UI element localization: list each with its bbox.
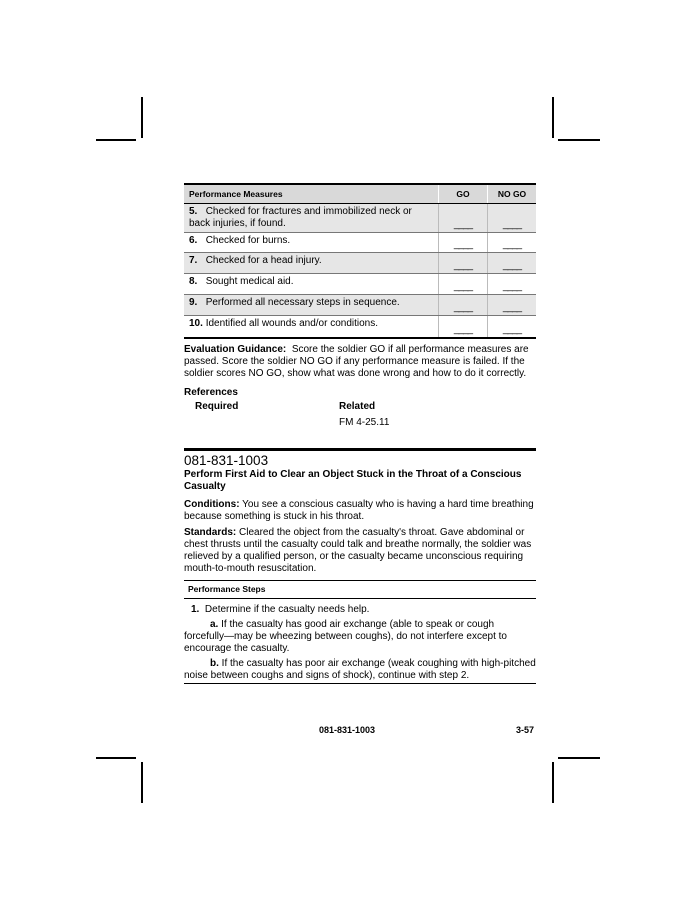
evaluation-label: Evaluation Guidance: <box>184 343 287 355</box>
step-1a <box>184 619 536 655</box>
crop-mark-top-right-v <box>552 97 554 138</box>
related-reference: FM 4-25.11 <box>339 416 390 428</box>
step-text: Checked for fractures and immobilized neck or back injuries, if found. <box>189 206 412 229</box>
nogo-blank: ____ <box>488 274 537 295</box>
step-1 <box>184 604 536 616</box>
step-number: 5. <box>189 206 198 217</box>
table-row <box>184 253 536 274</box>
related-label: Related <box>339 400 376 412</box>
standards-label: Standards: <box>184 527 237 538</box>
nogo-blank: ____ <box>488 316 537 338</box>
task-title: Perform First Aid to Clear an Object Stuck in the Throat of a Conscious Casualty <box>184 469 522 492</box>
table-row <box>184 316 536 338</box>
step-number: 8. <box>189 276 198 287</box>
go-blank: ____ <box>439 316 488 338</box>
section-divider <box>184 448 536 451</box>
table-row <box>184 274 536 295</box>
table-row <box>184 233 536 253</box>
conditions-text: You see a conscious casualty who is having a hard time breathing because something is stuck in his throat. <box>184 499 534 522</box>
go-blank: ____ <box>439 204 488 233</box>
standards-text: Cleared the object from the casualty's throat. Gave abdominal or chest thrusts until the casualty could talk and breathe normally, the soldier was relieved by a qualified person, or the casualty became unconscious requiring mouth-to-mouth resuscitation. <box>184 527 532 574</box>
conditions-label: Conditions: <box>184 499 240 510</box>
crop-mark-top-left-v <box>141 97 143 138</box>
table-row <box>184 204 536 233</box>
footer-page-number: 3-57 <box>516 725 535 735</box>
go-blank: ____ <box>439 295 488 316</box>
crop-mark-top-left-h <box>96 139 136 141</box>
crop-mark-bottom-right-h <box>558 757 600 759</box>
go-blank: ____ <box>439 233 488 253</box>
go-blank: ____ <box>439 253 488 274</box>
task-header <box>184 453 536 575</box>
references-title: References <box>184 386 238 398</box>
page-content <box>184 183 536 681</box>
step-1-number: 1. <box>191 604 200 615</box>
footer-task-number: 081-831-1003 <box>319 725 376 735</box>
table-header-row <box>184 184 536 204</box>
performance-measures-table <box>184 183 536 339</box>
evaluation-text: Score the soldier GO if all performance measures are passed. Score the soldier NO GO if any performance measure is failed. If the soldier scores NO GO, show what was done wrong and how to do it correctly. <box>184 343 529 379</box>
step-text: Checked for burns. <box>205 235 291 246</box>
step-number: 9. <box>189 297 198 308</box>
step-1b-label: b. <box>210 658 219 669</box>
crop-mark-bottom-left-v <box>141 762 143 803</box>
step-1b-text: If the casualty has poor air exchange (weak coughing with high-pitched noise between coughs and signs of shock), continue with step 2. <box>184 658 536 681</box>
table-row <box>184 295 536 316</box>
measures-header: Performance Measures <box>184 184 439 204</box>
crop-mark-top-right-h <box>558 139 600 141</box>
evaluation-guidance <box>184 344 536 380</box>
nogo-blank: ____ <box>488 253 537 274</box>
conditions <box>184 499 536 523</box>
step-1-text: Determine if the casualty needs help. <box>204 604 370 615</box>
nogo-blank: ____ <box>488 204 537 233</box>
standards <box>184 527 536 575</box>
step-1a-text: If the casualty has good air exchange (able to speak or cough forcefully—may be wheezing between coughs), do not interfere except to encourage the casualty. <box>184 619 507 654</box>
step-text: Performed all necessary steps in sequence. <box>205 297 400 308</box>
step-text: Sought medical aid. <box>205 276 294 287</box>
go-header: GO <box>439 184 488 204</box>
nogo-header: NO GO <box>488 184 537 204</box>
step-number: 10. <box>189 318 203 329</box>
performance-steps-header: Performance Steps <box>184 580 536 599</box>
references-section <box>184 387 536 431</box>
performance-steps <box>184 580 536 684</box>
crop-mark-bottom-right-v <box>552 762 554 803</box>
step-number: 6. <box>189 235 198 246</box>
crop-mark-bottom-left-h <box>96 757 136 759</box>
step-text: Checked for a head injury. <box>205 255 322 266</box>
nogo-blank: ____ <box>488 233 537 253</box>
nogo-blank: ____ <box>488 295 537 316</box>
step-1b <box>184 658 536 684</box>
step-1a-label: a. <box>210 619 219 630</box>
task-number: 081-831-1003 <box>184 453 269 468</box>
step-number: 7. <box>189 255 198 266</box>
step-text: Identified all wounds and/or conditions. <box>205 318 379 329</box>
required-label: Required <box>195 400 239 412</box>
go-blank: ____ <box>439 274 488 295</box>
